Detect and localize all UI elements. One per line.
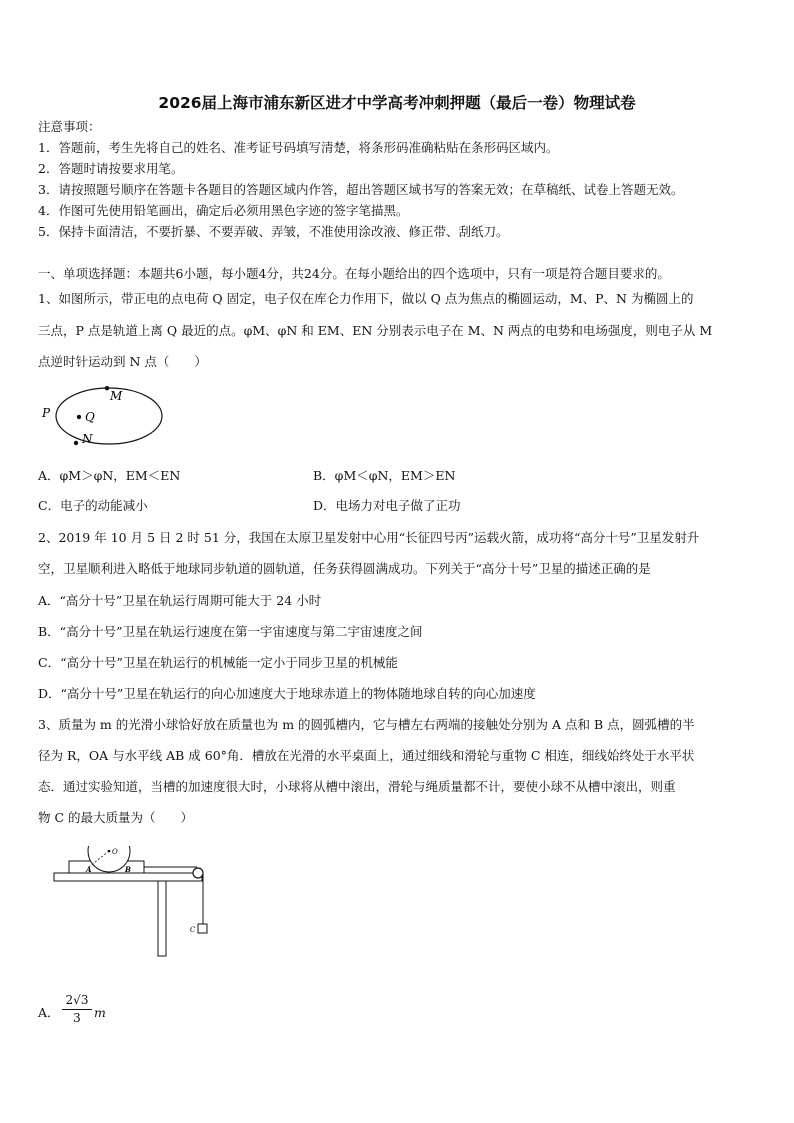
- fraction-bar: [62, 1009, 92, 1010]
- q3-line-2: 径为 R，OA 与水平线 AB 成 60°角．槽放在光滑的水平桌面上，通过细线和滑轮与重物 C 相连，细线始终处于水平状: [38, 748, 695, 763]
- q3-line-3: 态．通过实验知道，当槽的加速度很大时，小球将从槽中滚出，滑轮与绳质量都不计，要使小球不从槽中滚出，则重: [38, 779, 676, 794]
- pulley: [193, 868, 203, 878]
- q3-line-4: 物 C 的最大质量为（ ）: [38, 810, 194, 825]
- q1-option-b: B．φM＜φN，EM＞EN: [313, 468, 456, 483]
- q3-option-a-suffix: m: [94, 1005, 106, 1020]
- orbit-ellipse: [56, 388, 162, 444]
- label-c: C: [190, 926, 196, 934]
- q2-option-d: D．“高分十号”卫星在轨运行的向心加速度大于地球赤道上的物体随地球自转的向心加速度: [38, 686, 536, 701]
- notice-item-3: 3．请按照题号顺序在答题卡各题目的答题区域内作答，超出答题区域书写的答案无效；在草稿纸、试卷上答题无效。: [38, 182, 684, 197]
- point-n-dot: [74, 441, 78, 445]
- q3-option-a-fraction: [62, 993, 92, 1026]
- point-m-dot: [105, 386, 109, 390]
- notice-item-4: 4．作图可先使用铅笔画出，确定后必须用黑色字迹的签字笔描黑。: [38, 203, 409, 218]
- q2-line-1: 2、2019 年 10 月 5 日 2 时 51 分，我国在太原卫星发射中心用“长征四号丙”运载火箭，成功将“高分十号”卫星发射升: [38, 530, 700, 545]
- label-a: A: [86, 865, 92, 874]
- label-m: M: [110, 389, 123, 403]
- notice-heading: 注意事项：: [38, 119, 101, 134]
- q2-option-a: A．“高分十号”卫星在轨运行周期可能大于 24 小时: [38, 593, 322, 608]
- q2-line-2: 空，卫星顺利进入略低于地球同步轨道的圆轨道，任务获得圆满成功。下列关于“高分十号”卫星的描述正确的是: [38, 561, 651, 576]
- q1-line-1: 1、如图所示，带正电的点电荷 Q 固定，电子仅在库仑力作用下，做以 Q 点为焦点的椭圆运动，M、P、N 为椭圆上的: [38, 291, 694, 306]
- table-leg: [158, 881, 166, 956]
- label-n: N: [82, 432, 93, 446]
- q3-trough-figure: [52, 846, 220, 958]
- point-q-dot: [77, 415, 81, 419]
- fraction-numerator: 2√3: [65, 993, 89, 1007]
- fraction-denominator: 3: [73, 1011, 81, 1025]
- section-heading: 一、单项选择题：本题共6小题，每小题4分，共24分。在每小题给出的四个选项中，只有一项是符合题目要求的。: [38, 266, 670, 281]
- q1-line-3: 点逆时针运动到 N 点（ ）: [38, 354, 207, 369]
- label-q: Q: [85, 410, 95, 424]
- q3-option-a-prefix: A．: [38, 1005, 60, 1020]
- q3-line-1: 3、质量为 m 的光滑小球恰好放在质量也为 m 的圆弧槽内，它与槽左右两端的接触处分别为 A 点和 B 点，圆弧槽的半: [38, 717, 695, 732]
- notice-item-1: 1．答题前，考生先将自己的姓名、准考证号码填写清楚，将条形码准确粘贴在条形码区域内。: [38, 140, 559, 155]
- weight-c: [198, 924, 207, 933]
- q1-option-c: C．电子的动能减小: [38, 498, 148, 513]
- q1-line-2: 三点，P 点是轨道上离 Q 最近的点。φM、φN 和 EM、EN 分别表示电子在 M、N 两点的电势和电场强度，则电子从 M: [38, 323, 713, 338]
- q1-option-d: D．电场力对电子做了正功: [313, 498, 461, 513]
- notice-item-2: 2．答题时请按要求用笔。: [38, 161, 184, 176]
- q1-option-a: A．φM＞φN，EM＜EN: [38, 468, 181, 483]
- q2-option-b: B．“高分十号”卫星在轨运行速度在第一宇宙速度与第二宇宙速度之间: [38, 624, 423, 639]
- label-p: P: [42, 406, 51, 420]
- label-o: O: [112, 848, 118, 856]
- paper-title: 2026届上海市浦东新区进才中学高考冲刺押题（最后一卷）物理试卷: [158, 94, 636, 112]
- notice-item-5: 5．保持卡面清洁，不要折暴、不要弄破、弄皱，不准使用涂改液、修正带、刮纸刀。: [38, 224, 509, 239]
- center-dot: [108, 850, 111, 853]
- q2-option-c: C．“高分十号”卫星在轨运行的机械能一定小于同步卫星的机械能: [38, 655, 398, 670]
- table-top: [54, 873, 202, 881]
- q1-ellipse-figure: [38, 383, 168, 449]
- label-b: B: [125, 865, 131, 874]
